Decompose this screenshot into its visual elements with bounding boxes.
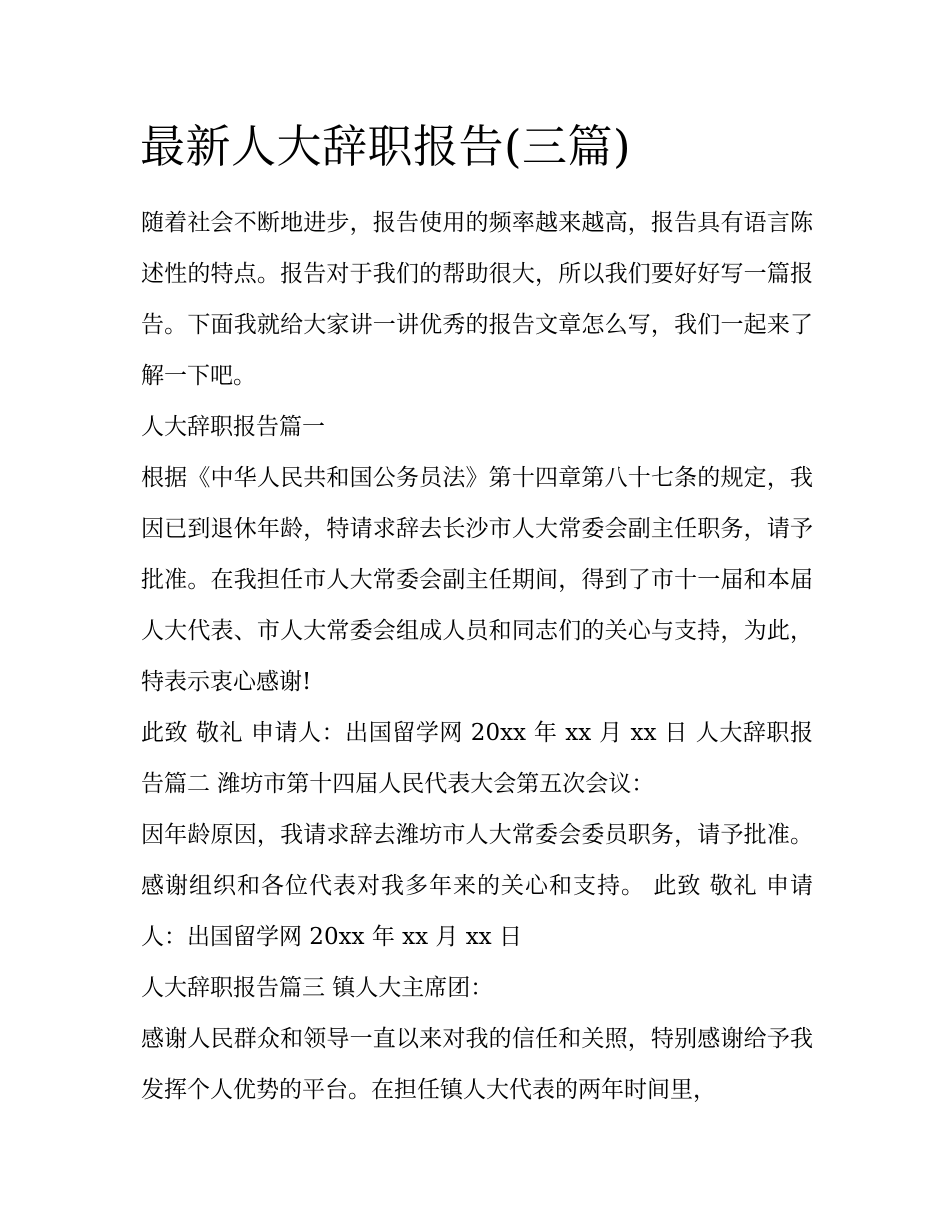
section-1-closing-paragraph: 此致 敬礼 申请人：出国留学网 20xx 年 xx 月 xx 日 人大辞职报告篇二 潍坊市第十四届人民代表大会第五次会议： — [141, 720, 813, 797]
section-1-paragraph: 根据《中华人民共和国公务员法》第十四章第八十七条的规定，我因已到退休年龄，特请求辞去长沙市人大常委会副主任职务，请予批准。在我担任市人大常委会副主任期间，得到了市十一届和本届人大代表、市人大常委会组成人员和同志们的关心与支持，为此，特表示衷心感谢! — [141, 465, 813, 695]
section-heading-1: 人大辞职报告篇一 — [141, 414, 325, 440]
document-title: 最新人大辞职报告(三篇) — [140, 120, 632, 173]
document-body — [141, 198, 813, 1116]
section-3-paragraph: 感谢人民群众和领导一直以来对我的信任和关照，特别感谢给予我发挥个人优势的平台。在担任镇人大代表的两年时间里， — [141, 1026, 813, 1103]
section-2-paragraph: 因年龄原因，我请求辞去潍坊市人大常委会委员职务，请予批准。感谢组织和各位代表对我多年来的关心和支持。 此致 敬礼 申请人：出国留学网 20xx 年 xx 月 xx 日 — [141, 822, 813, 950]
intro-paragraph: 随着社会不断地进步，报告使用的频率越来越高，报告具有语言陈述性的特点。报告对于我们的帮助很大，所以我们要好好写一篇报告。下面我就给大家讲一讲优秀的报告文章怎么写，我们一起来了解一下吧。 — [141, 210, 813, 389]
section-heading-3: 人大辞职报告篇三 镇人大主席团： — [141, 975, 494, 1001]
